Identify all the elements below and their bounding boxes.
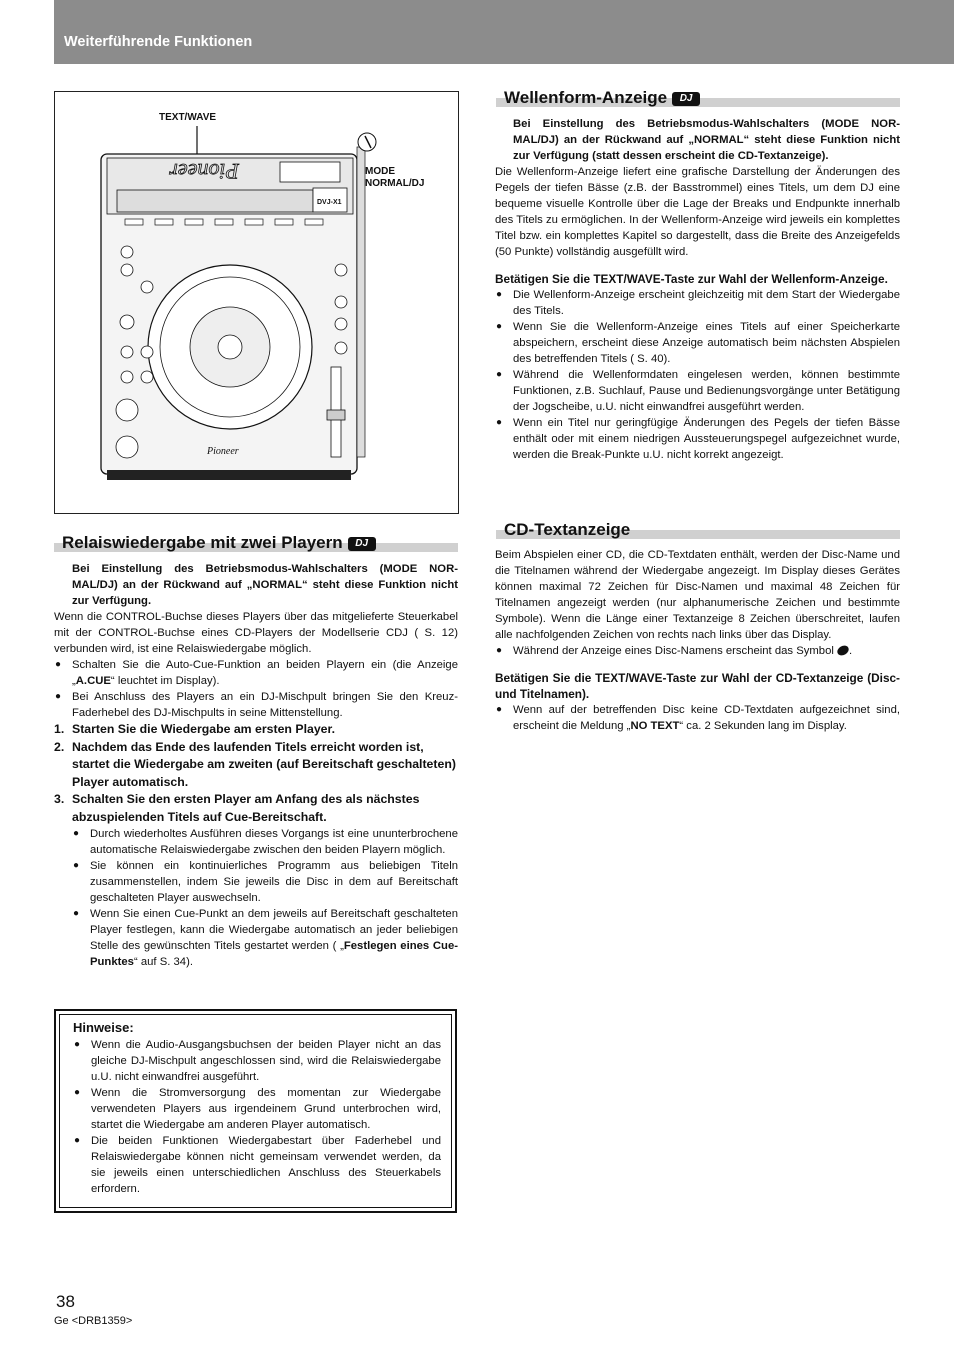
relay-bullet-1: ● Schalten Sie die Auto-Cue-Funktion an beiden Playern ein (die Anzeige „A.CUE“ leuchtet im Display). — [54, 657, 458, 689]
relay-step-3: 3. Schalten Sie den ersten Player am Anfang des als nächstes abzuspielenden Titels auf Cue-Bereitschaft. — [54, 792, 420, 824]
wave-bullet: ● Während die Wellenformdaten eingelesen werden, können bestimmte Funktionen, z.B. Suchlauf, Pause und Bedienungsvorgänge unter Betätigung der Jogscheibe, u.U. nicht einwandfrei ausgeführt werden. — [495, 367, 900, 415]
relay-sub-bullet-3: ● Wenn Sie einen Cue-Punkt an dem jeweils auf Bereitschaft geschalteten Player festlegen, kann die Wiedergabe automatisch an jeder beliebigen Stelle des gewünschten Titels gestartet werden ( „Festlegen eines Cue-Punktes“ auf S. 34). — [72, 906, 458, 970]
wave-intro: Die Wellenform-Anzeige liefert eine grafische Darstellung der Änderungen des Pegels der tiefen Bässe (z.B. der Basstrommel) eines Titels, um dem DJ eine bequeme visuelle Kontrolle über die Lage der Breaks und Endpunkte innerhalb des Titels zu ermöglichen. In der Wellenform-Anzeige wird jeweils ein komplettes Titel bzw. ein komplettes Kapitel so dargestellt, dass die Breite des Anzeigefelds (50 Punkte) vollständig ausgefüllt wird. — [495, 166, 900, 258]
relay-step-1: 1. Starten Sie die Wiedergabe am ersten Player. — [54, 722, 336, 736]
label-mode: MODE — [365, 166, 395, 177]
relay-note: Bei Einstellung des Betriebsmodus-Wahlschalters (MODE NOR-MAL/DJ) an der Rückwand auf „NORMAL“ steht diese Funktion nicht zur Verfügung. — [72, 563, 458, 607]
cdtext-heading: CD-Textanzeige — [504, 520, 631, 539]
cdtext-body — [495, 547, 900, 734]
cdtext-bullet-1: ● Während der Anzeige eines Disc-Namens erscheint das Symbol . — [495, 643, 900, 659]
brand-logo-front: Pioneer — [207, 446, 239, 457]
player-drawing — [55, 92, 458, 513]
wave-bullet: ● Wenn ein Titel nur geringfügige Änderungen des Pegels der tiefen Bässe enthält oder mit einem niedrigen Aussteuerungspegel aufgezeichnet wurde, werden die Break-Punkte u.U. nicht korrekt angezeigt. — [495, 415, 900, 463]
cdtext-bullet-2: ● Wenn auf der betreffenden Disc keine CD-Textdaten aufgezeichnet sind, erscheint die Meldung „NO TEXT“ ca. 2 Sekunden lang im Display. — [495, 702, 900, 734]
cdtext-intro: Beim Abspielen einer CD, die CD-Textdaten enthält, werden der Disc-Name und die Titelnamen während der Wiedergabe angezeigt. Im Display dieses Gerätes können maximal 72 Zeichen für Disc-Namen und maximal 48 Zeichen für Titelnamen angezeigt werden (nur alphanumerische Zeichen und bestimmte Symbole). Wenn die Länge einer Textanzeige 8 Zeichen überschreitet, laufen alle nachfolgenden Zeichen von rechts nach links über das Display. — [495, 549, 900, 641]
doc-id: Ge <DRB1359> — [54, 1315, 133, 1327]
relay-bullet-2: ● Bei Anschluss des Players an ein DJ-Mischpult bringen Sie den Kreuz-Faderhebel des DJ-Mischpults in seine Mittenstellung. — [54, 689, 458, 721]
wave-heading: Wellenform-Anzeige — [504, 88, 668, 107]
notes-item: ● Wenn die Stromversorgung des momentan zur Wiedergabe verwendeten Players aus irgendeinem Grund unterbrochen wird, startet die Wiedergabe am anderen Player automatisch. — [73, 1085, 441, 1133]
notes-item: ● Die beiden Funktionen Wiedergabestart über Faderhebel und Relaiswiedergabe können nicht gemeinsam verwendet werden, da sie jeweils einen unterschiedlichen Anschluss des Steuerkabels erfordern. — [73, 1133, 441, 1197]
disc-name-icon — [836, 644, 851, 658]
section-title: Weiterführende Funktionen — [64, 34, 253, 50]
notes-item: ● Wenn die Audio-Ausgangsbuchsen der beiden Player nicht an das gleiche DJ-Mischpult angeschlossen sind, wird die Relaiswiedergabe u.U. nicht einwandfrei ausgeführt. — [73, 1037, 441, 1085]
notes-box — [54, 1009, 457, 1213]
device-illustration — [54, 91, 459, 514]
wave-note: Bei Einstellung des Betriebsmodus-Wahlschalters (MODE NOR-MAL/DJ) an der Rückwand auf „NORMAL“ steht diese Funktion nicht zur Verfügung (statt dessen erscheint die CD-Textanzeige). — [513, 118, 900, 162]
relay-heading: Relaiswiedergabe mit zwei Playern — [62, 533, 343, 552]
section-wave-title — [496, 88, 900, 110]
relay-intro: Wenn die CONTROL-Buchse dieses Players über das mitgelieferte Steuerkabel mit der CONTROL-Buchse eines CD-Players der Modellserie CDJ ( S. 12) verbunden wird, ist eine Relaiswiedergabe möglich. — [54, 611, 458, 655]
page-number: 38 — [56, 1292, 75, 1311]
label-mode-normal-dj: NORMAL/DJ — [365, 178, 425, 189]
cdtext-instruction: Betätigen Sie die TEXT/WAVE-Taste zur Wahl der CD-Textanzeige (Disc- und Titelnamen). — [495, 671, 900, 701]
brand-logo-mirror: Pioneer — [169, 159, 239, 184]
section-relay-title — [54, 533, 458, 555]
wave-instruction: Betätigen Sie die TEXT/WAVE-Taste zur Wahl der Wellenform-Anzeige. — [495, 272, 888, 286]
relay-step-2: 2. Nachdem das Ende des laufenden Titels erreicht worden ist, startet die Wiedergabe am zweiten (auf Bereitschaft geschalteten) Player automatisch. — [54, 739, 456, 789]
wave-body — [495, 116, 900, 463]
wave-bullet: ● Wenn Sie die Wellenform-Anzeige eines Titels auf einer Speicherkarte abspeichern, erscheint diese Anzeige automatisch beim nächsten Abspielen des betreffenden Titels ( S. 40). — [495, 319, 900, 367]
relay-body — [54, 561, 458, 970]
wave-bullet: ● Die Wellenform-Anzeige erscheint gleichzeitig mit dem Start der Wiedergabe des Titels. — [495, 287, 900, 319]
svg-text:DVJ-X1: DVJ-X1 — [317, 199, 342, 206]
relay-sub-bullet-1: ● Durch wiederholtes Ausführen dieses Vorgangs ist eine ununterbrochene automatische Relaiswiedergabe zwischen den beiden Playern möglich. — [72, 826, 458, 858]
label-text-wave: TEXT/WAVE — [159, 112, 217, 123]
notes-title: Hinweise: — [73, 1020, 134, 1035]
dj-mode-icon: DJ — [672, 92, 700, 106]
section-cdtext-title — [496, 520, 900, 542]
relay-sub-bullet-2: ● Sie können ein kontinuierliches Programm aus beliebigen Titeln zusammenstellen, indem Sie jeweils die Disc in dem auf Bereitschaft geschalteten Player auswechseln. — [72, 858, 458, 906]
dj-mode-icon: DJ — [348, 537, 376, 551]
page-header — [54, 0, 954, 64]
